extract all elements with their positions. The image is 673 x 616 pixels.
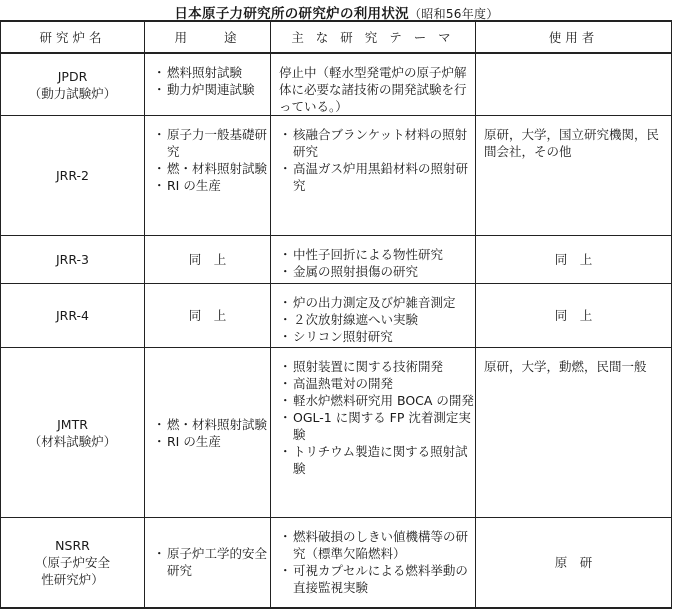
- header-purpose: 用 途: [145, 21, 271, 53]
- purpose-cell: [145, 518, 271, 608]
- table-row: [1, 236, 672, 284]
- reactor-name: JPDR: [57, 68, 88, 84]
- table-row: [1, 284, 672, 348]
- theme-item: ・ 核融合ブランケット材料の照射研究: [281, 126, 475, 160]
- users-text: 原 研: [554, 554, 593, 570]
- table-title: [0, 2, 673, 22]
- reactor-name-cell: [1, 116, 145, 236]
- users-cell: [476, 236, 672, 284]
- theme-item: ・ トリチウム製造に関する照射試験: [281, 443, 475, 477]
- purpose-cell: [145, 53, 271, 116]
- themes-cell: [271, 116, 476, 236]
- theme-item: ・ 照射装置に関する技術開発: [281, 358, 475, 375]
- themes-cell: [271, 284, 476, 348]
- reactor-type: （動力試験炉）: [28, 85, 117, 101]
- reactor-name-cell: [1, 284, 145, 348]
- header-reactor-name: 研究炉名: [1, 21, 145, 53]
- title-main: 日本原子力研究所の研究炉の利用状況: [174, 6, 409, 22]
- users-cell: [476, 518, 672, 608]
- header-row: [1, 21, 672, 53]
- reactor-name: JMTR: [57, 416, 88, 432]
- users-text: 原研，大学，動燃，民間一般: [484, 359, 647, 374]
- table-row: [1, 348, 672, 518]
- purpose-item: ・ 燃料照射試験: [155, 64, 270, 81]
- purpose-item: ・ 燃・材料照射試験: [155, 160, 270, 177]
- header-users: 使用者: [476, 21, 672, 53]
- users-cell: [476, 53, 672, 116]
- reactor-name: JRR-4: [55, 308, 89, 323]
- purpose-item: ・ 動力炉関連試験: [155, 81, 270, 98]
- users-same-as-above: 同 上: [554, 308, 593, 323]
- table-row: [1, 116, 672, 236]
- users-cell: [476, 116, 672, 236]
- purpose-cell: [145, 236, 271, 284]
- purpose-same-as-above: 同 上: [188, 252, 227, 267]
- users-cell: [476, 284, 672, 348]
- purpose-item: ・ 原子炉工学的安全研究: [155, 545, 270, 579]
- title-subtitle: （昭和56年度）: [408, 7, 499, 21]
- themes-cell: [271, 348, 476, 518]
- reactor-name: JRR-2: [55, 168, 89, 183]
- theme-item: ・ 金属の照射損傷の研究: [281, 263, 475, 280]
- theme-item: ・ 軽水炉燃料研究用 BOCA の開発: [281, 392, 475, 409]
- reactor-type: （材料試験炉）: [28, 433, 117, 449]
- theme-item: ・ 可視カプセルによる燃料挙動の直接監視実験: [281, 562, 475, 596]
- themes-cell: [271, 518, 476, 608]
- reactor-name-cell: [1, 518, 145, 608]
- themes-cell: [271, 236, 476, 284]
- reactor-name-cell: [1, 348, 145, 518]
- purpose-item: ・ 燃・材料照射試験: [155, 416, 270, 433]
- theme-item: ・ OGL-1 に関する FP 沈着測定実験: [281, 409, 475, 443]
- header-themes: 主 な 研 究 テ ー マ: [271, 21, 476, 53]
- users-same-as-above: 同 上: [554, 252, 593, 267]
- users-text: [476, 54, 671, 64]
- purpose-cell: [145, 284, 271, 348]
- purpose-cell: [145, 348, 271, 518]
- theme-item: ・ 高温ガス炉用黒鉛材料の照射研究: [281, 160, 475, 194]
- purpose-item: ・ RI の生産: [155, 177, 270, 194]
- reactor-name: NSRR: [55, 537, 90, 553]
- purpose-item: ・ 原子力一般基礎研究: [155, 126, 270, 160]
- theme-item: ・ 高温熱電対の開発: [281, 375, 475, 392]
- theme-item: ・ 炉の出力測定及び炉雑音測定: [281, 294, 475, 311]
- theme-item: ・ 燃料破損のしきい値機構等の研究（標準欠陥燃料）: [281, 528, 475, 562]
- reactor-usage-table: [0, 20, 672, 609]
- reactor-name-cell: [1, 53, 145, 116]
- table-row: [1, 53, 672, 116]
- theme-item: ・ ２次放射線遮へい実験: [281, 311, 475, 328]
- users-text: 原研，大学，国立研究機関，民間会社，その他: [484, 127, 660, 159]
- purpose-item: ・ RI の生産: [155, 433, 270, 450]
- purpose-cell: [145, 116, 271, 236]
- themes-cell: [271, 53, 476, 116]
- reactor-type: 性研究炉）: [41, 571, 104, 587]
- purpose-same-as-above: 同 上: [188, 308, 227, 323]
- reactor-type: （原子炉安全: [34, 554, 110, 570]
- reactor-name-cell: [1, 236, 145, 284]
- users-cell: [476, 348, 672, 518]
- reactor-name: JRR-3: [55, 252, 89, 267]
- table-row: [1, 518, 672, 608]
- theme-item: ・ 中性子回折による物性研究: [281, 246, 475, 263]
- themes-text: 停止中（軽水型発電炉の原子炉解体に必要な諸技術の開発試験を行っている。）: [279, 65, 467, 114]
- theme-item: ・ シリコン照射研究: [281, 328, 475, 345]
